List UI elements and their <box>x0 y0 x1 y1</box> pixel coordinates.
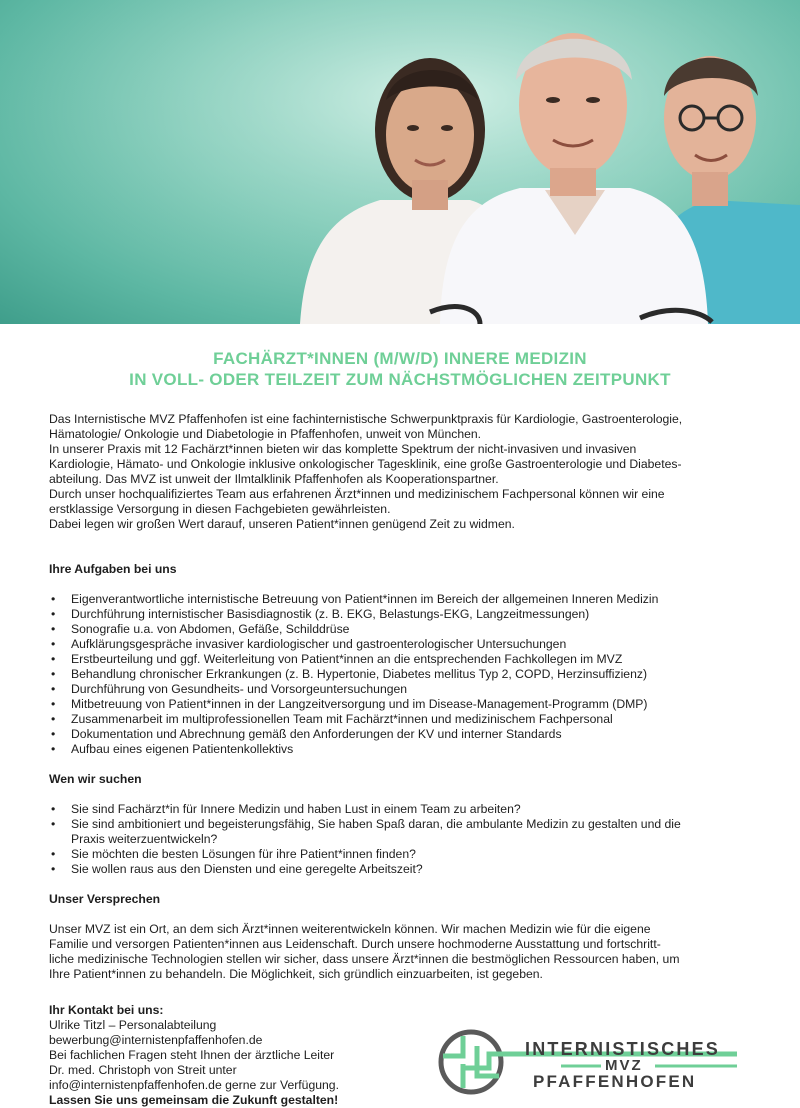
list-item <box>49 817 761 847</box>
intro-line: Durch unser hochqualifiziertes Team aus erfahrenen Ärzt*innen und medizinischem Fachpersonal können wir eine <box>49 487 665 501</box>
list-item: • Erstbeurteilung und ggf. Weiterleitung von Patient*innen an die entsprechenden Fachkollegen im MVZ <box>49 652 761 667</box>
headline-line-2: IN VOLL- ODER TEILZEIT ZUM NÄCHSTMÖGLICHEN ZEITPUNKT <box>129 370 671 389</box>
profile-heading: Wen wir suchen <box>49 772 142 786</box>
list-item: • Aufklärungsgespräche invasiver kardiologischer und gastroenterologischer Untersuchungen <box>49 637 761 652</box>
contact-heading: Ihr Kontakt bei uns: <box>49 1003 164 1017</box>
contact-line: Dr. med. Christoph von Streit unter <box>49 1063 237 1077</box>
intro-line: erstklassige Versorgung in diesen Fachgebieten gewährleisten. <box>49 502 391 516</box>
logo-text-line-3: PFAFFENHOFEN <box>533 1072 697 1091</box>
promise-line: Unser MVZ ist ein Ort, an dem sich Ärzt*innen weiterentwickeln können. Wir machen Medizin wie für die eigene <box>49 922 651 936</box>
job-description <box>49 412 761 982</box>
list-item: • Durchführung internistischer Basisdiagnostik (z. B. EKG, Belastungs-EKG, Langzeitmessungen) <box>49 607 761 622</box>
promise-line: Familie und versorgen Patienten*innen aus Leidenschaft. Durch unsere hochmoderne Ausstattung und fortschritt- <box>49 937 661 951</box>
tasks-heading: Ihre Aufgaben bei uns <box>49 562 177 576</box>
list-item: • Sie möchten die besten Lösungen für ihre Patient*innen finden? <box>49 847 761 862</box>
job-headline <box>0 348 800 390</box>
promise-paragraph <box>49 922 761 982</box>
contact-person: Ulrike Titzl – Personalabteilung <box>49 1018 217 1032</box>
headline-line-1: FACHÄRZT*INNEN (M/W/D) INNERE MEDIZIN <box>213 349 587 368</box>
list-item: • Eigenverantwortliche internistische Betreuung von Patient*innen im Bereich der allgemeinen Inneren Medizin <box>49 592 761 607</box>
intro-line: abteilung. Das MVZ ist unweit der Ilmtalklinik Pfaffenhofen als Kooperationspartner. <box>49 472 499 486</box>
intro-paragraph <box>49 412 761 532</box>
intro-line: Hämatologie/ Onkologie und Diabetologie in Pfaffenhofen, unweit von München. <box>49 427 482 441</box>
logo-text-line-2: MVZ <box>605 1057 643 1074</box>
company-logo <box>437 1028 767 1096</box>
intro-line: Kardiologie, Hämato- und Onkologie inklusive onkologischer Tagesklinik, eine große Gastroenterologie und Diabetes- <box>49 457 682 471</box>
intro-line: Das Internistische MVZ Pfaffenhofen ist eine fachinternistische Schwerpunktpraxis für Kardiologie, Gastroenterologie, <box>49 412 683 426</box>
contact-email-info[interactable]: info@internistenpfaffenhofen.de gerne zur Verfügung. <box>49 1078 339 1092</box>
tasks-list <box>49 592 761 757</box>
list-item: • Aufbau eines eigenen Patientenkollektivs <box>49 742 761 757</box>
list-item: • Durchführung von Gesundheits- und Vorsorgeuntersuchungen <box>49 682 761 697</box>
list-item-continuation: Praxis weiterzuentwickeln? <box>71 832 218 846</box>
doctors-illustration <box>0 0 800 324</box>
intro-line: In unserer Praxis mit 12 Fachärzt*innen bieten wir das komplette Spektrum der nicht-invasiven und invasiven <box>49 442 637 456</box>
promise-line: Ihre Patient*innen zu behandeln. Die Möglichkeit, sich gründlich einzuarbeiten, ist gegeben. <box>49 967 543 981</box>
list-item: • Zusammenarbeit im multiprofessionellen Team mit Fachärzt*innen und medizinischem Fachpersonal <box>49 712 761 727</box>
promise-heading: Unser Versprechen <box>49 892 161 906</box>
list-item: • Sonografie u.a. von Abdomen, Gefäße, Schilddrüse <box>49 622 761 637</box>
logo-text-line-1: INTERNISTISCHES <box>525 1039 721 1059</box>
list-item: • Mitbetreuung von Patient*innen in der Langzeitversorgung und im Disease-Management-Programm (DMP) <box>49 697 761 712</box>
closing-slogan: Lassen Sie uns gemeinsam die Zukunft gestalten! <box>49 1093 339 1107</box>
promise-line: liche medizinische Technologien stellen wir sicher, dass unsere Ärzt*innen die bestmöglichen Ressourcen haben, um <box>49 952 680 966</box>
list-item: • Dokumentation und Abrechnung gemäß den Anforderungen der KV und interner Standards <box>49 727 761 742</box>
contact-block <box>49 1003 409 1108</box>
list-item: • Behandlung chronischer Erkrankungen (z. B. Hypertonie, Diabetes mellitus Typ 2, COPD, Herzinsuffizienz) <box>49 667 761 682</box>
hero-photo <box>0 0 800 324</box>
contact-email-hr[interactable]: bewerbung@internistenpfaffenhofen.de <box>49 1033 263 1047</box>
list-item: • Sie sind Fachärzt*in für Innere Medizin und haben Lust in einem Team zu arbeiten? <box>49 802 761 817</box>
profile-list <box>49 802 761 877</box>
intro-line: Dabei legen wir großen Wert darauf, unseren Patient*innen genügend Zeit zu widmen. <box>49 517 515 531</box>
list-item: • Sie wollen raus aus den Diensten und eine geregelte Arbeitszeit? <box>49 862 761 877</box>
list-item-text: Sie sind ambitioniert und begeisterungsfähig, Sie haben Spaß daran, die ambulante Medizin zu gestalten und die <box>71 817 681 831</box>
contact-line: Bei fachlichen Fragen steht Ihnen der ärztliche Leiter <box>49 1048 335 1062</box>
